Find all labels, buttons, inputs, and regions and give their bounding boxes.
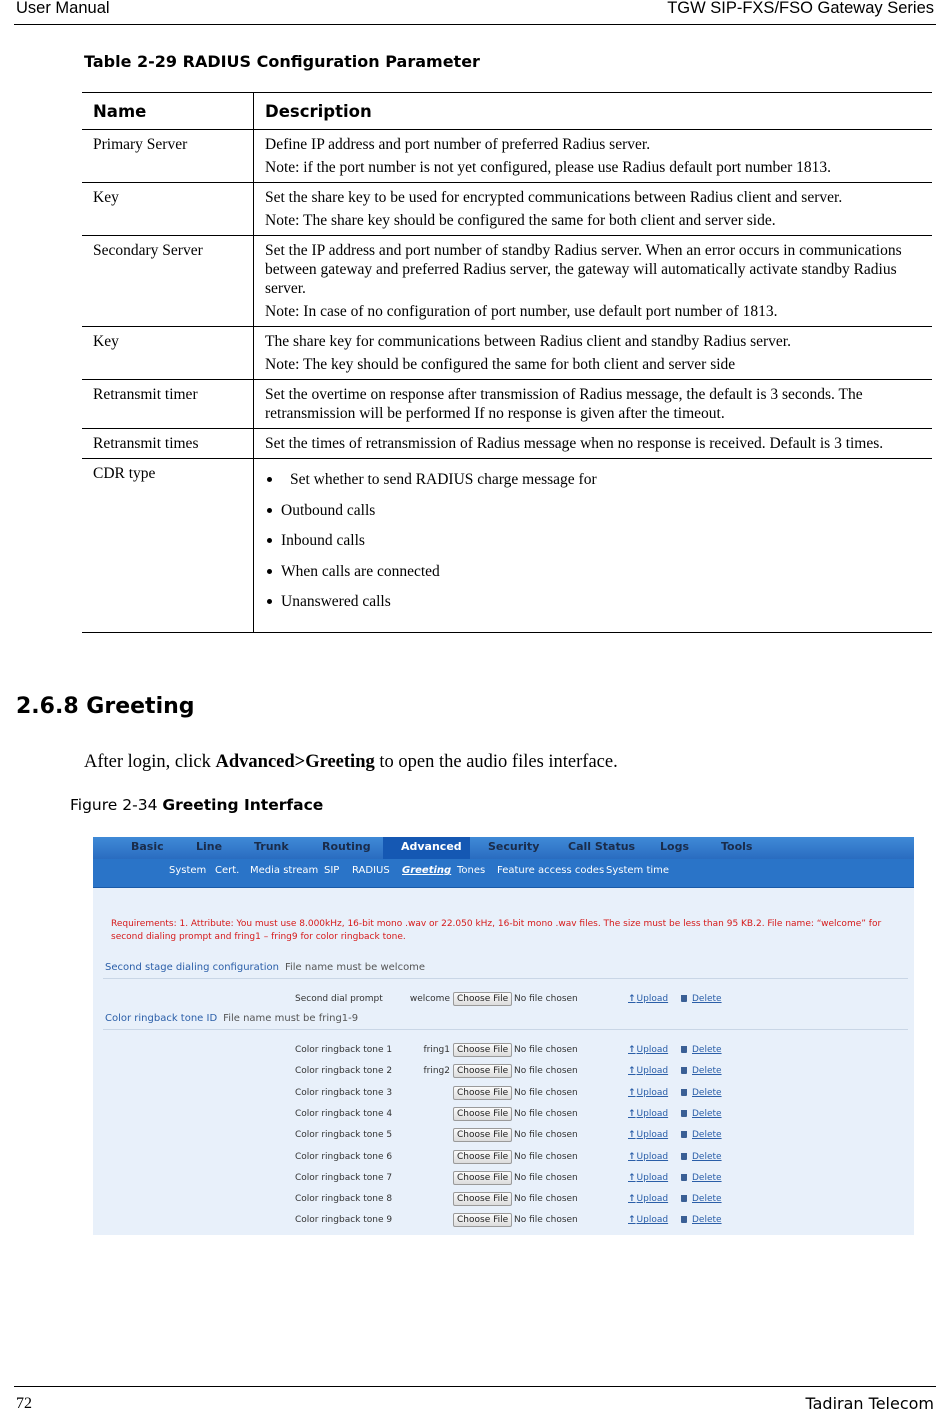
upload-link[interactable]: ↑ Upload (628, 994, 668, 1004)
para-menu-path: Advanced>Greeting (215, 752, 375, 772)
ringback-section-title (105, 1013, 358, 1024)
delete-label: Delete (692, 1108, 722, 1119)
ringback-row (93, 1106, 914, 1124)
no-file-status: No file chosen (514, 1130, 578, 1141)
trash-icon (681, 1089, 687, 1096)
param-description (254, 327, 933, 380)
subtab-greeting[interactable]: Greeting (402, 865, 452, 876)
list-item: Unanswered calls (265, 592, 921, 623)
choose-file-button[interactable]: Choose File (453, 1192, 512, 1206)
param-name: Primary Server (82, 130, 254, 183)
main-nav (93, 837, 914, 859)
tab-call-status[interactable]: Call Status (568, 840, 636, 853)
subtab-media-stream[interactable]: Media stream (250, 865, 319, 876)
row-label: Color ringback tone 7 (295, 1172, 393, 1183)
ringback-row (93, 1063, 914, 1081)
footer-company: Tadiran Telecom (805, 1394, 934, 1413)
para-text: After login, click (84, 752, 216, 772)
row-label: Color ringback tone 2 (295, 1066, 393, 1077)
delete-label: Delete (692, 1066, 722, 1077)
param-name: Retransmit timer (82, 380, 254, 429)
choose-file-button[interactable]: Choose File (453, 1213, 512, 1227)
subtab-system[interactable]: System (169, 865, 207, 876)
trash-icon (681, 1216, 687, 1223)
table-row (82, 380, 932, 429)
ringback-row (93, 1149, 914, 1167)
column-header-name: Name (82, 93, 254, 130)
tab-logs[interactable]: Logs (660, 840, 689, 853)
cdr-type-list (265, 470, 921, 623)
choose-file-button[interactable]: Choose File (453, 1064, 512, 1078)
upload-link[interactable]: ↑ Upload (628, 1194, 668, 1204)
description-text: Set the overtime on response after transmission of Radius message, the default is 3 seconds. The retransmission will be performed If no response is given after the timeout. (265, 386, 863, 422)
upload-link[interactable]: ↑ Upload (628, 1152, 668, 1162)
choose-file-button[interactable]: Choose File (453, 1171, 512, 1185)
row-label: Color ringback tone 8 (295, 1194, 393, 1205)
delete-link[interactable] (681, 1088, 722, 1098)
para-text: to open the audio files interface. (374, 752, 618, 772)
trash-icon (681, 1195, 687, 1202)
delete-link[interactable] (681, 1066, 722, 1076)
no-file-status: No file chosen (514, 1194, 578, 1205)
table-row (82, 183, 932, 236)
no-file-status: No file chosen (514, 1087, 578, 1098)
delete-link[interactable] (681, 1045, 722, 1055)
param-name: Secondary Server (82, 236, 254, 327)
trash-icon (681, 1046, 687, 1053)
subtab-tones[interactable]: Tones (457, 865, 486, 876)
delete-link[interactable] (681, 994, 722, 1004)
choose-file-button[interactable]: Choose File (453, 1107, 512, 1121)
no-file-status: No file chosen (514, 1045, 578, 1055)
row-label: Color ringback tone 6 (295, 1151, 393, 1162)
sub-nav (93, 859, 914, 888)
description-text: Set the IP address and port number of standby Radius server. When an error occurs in communications between gateway and preferred Radius server, the gateway will automatically activate standby Radius server. (265, 242, 902, 297)
section-hint: File name must be fring1-9 (223, 1013, 359, 1024)
file-name: fring2 (423, 1066, 450, 1077)
delete-label: Delete (692, 1151, 722, 1162)
figure-title: Greeting Interface (162, 796, 324, 814)
no-file-status: No file chosen (514, 1108, 578, 1119)
description-note: Note: In case of no configuration of port number, use default port number of 1813. (265, 303, 778, 320)
divider (103, 1029, 908, 1030)
param-name: Key (82, 327, 254, 380)
no-file-status: No file chosen (514, 994, 578, 1004)
subtab-system-time[interactable]: System time (606, 865, 670, 876)
description-note: Note: The key should be configured the same for both client and server side (265, 356, 736, 373)
table-caption: Table 2-29 RADIUS Configuration Parameter (84, 52, 480, 71)
tab-tools[interactable]: Tools (721, 840, 753, 853)
header-right: TGW SIP-FXS/FSO Gateway Series (667, 0, 934, 17)
trash-icon (681, 995, 687, 1002)
table-row (82, 236, 932, 327)
ringback-row (93, 1042, 914, 1060)
table-row (82, 130, 932, 183)
delete-link[interactable] (681, 1130, 722, 1140)
list-item: Inbound calls (265, 531, 921, 562)
table-row (82, 327, 932, 380)
row-label: Color ringback tone 5 (295, 1130, 393, 1141)
upload-link[interactable]: ↑ Upload (628, 1066, 668, 1076)
trash-icon (681, 1110, 687, 1117)
delete-link[interactable] (681, 1194, 722, 1204)
no-file-status: No file chosen (514, 1066, 578, 1077)
list-item: When calls are connected (265, 562, 921, 593)
tab-trunk[interactable]: Trunk (254, 840, 289, 853)
row-label: Color ringback tone 3 (295, 1087, 393, 1098)
requirements-note: Requirements: 1. Attribute: You must use 8.000kHz, 16-bit mono .wav or 22.050 kHz, 16-bit mono .wav files. The size must be less than 95 KB.2. File name: “welcome” for second dialing prompt and fring1 – fring9 for color ringback tone. (111, 919, 882, 942)
row-label: Second dial prompt (295, 994, 383, 1004)
section-heading: Color ringback tone ID (105, 1013, 218, 1024)
ringback-row (93, 1191, 914, 1209)
figure-number: Figure 2-34 (70, 796, 163, 814)
page-number: 72 (16, 1395, 32, 1412)
trash-icon (681, 1174, 687, 1181)
description-text: The share key for communications between Radius client and standby Radius server. (265, 333, 791, 350)
trash-icon (681, 1131, 687, 1138)
ringback-row (93, 1127, 914, 1145)
delete-label: Delete (692, 1130, 722, 1141)
list-item: Outbound calls (265, 501, 921, 532)
section-title: 2.6.8 Greeting (16, 694, 195, 719)
ringback-row (93, 1085, 914, 1103)
choose-file-button[interactable]: Choose File (453, 1128, 512, 1142)
param-description (254, 236, 933, 327)
subtab-radius[interactable]: RADIUS (352, 865, 390, 876)
tab-line[interactable]: Line (196, 840, 223, 853)
param-description (254, 380, 933, 429)
row-label: Color ringback tone 4 (295, 1108, 393, 1119)
tab-routing[interactable]: Routing (322, 840, 371, 853)
delete-link[interactable] (681, 1152, 722, 1162)
trash-icon (681, 1153, 687, 1160)
upload-link[interactable]: ↑ Upload (628, 1109, 668, 1119)
param-name: Retransmit times (82, 429, 254, 459)
upload-link[interactable]: ↑ Upload (628, 1045, 668, 1055)
divider (103, 978, 908, 979)
delete-link[interactable] (681, 1173, 722, 1183)
tab-advanced[interactable]: Advanced (401, 840, 462, 853)
tab-security[interactable]: Security (488, 840, 540, 853)
param-description (254, 183, 933, 236)
tab-basic[interactable]: Basic (131, 840, 164, 853)
param-name: CDR type (82, 459, 254, 633)
greeting-interface-screenshot (93, 837, 914, 1235)
list-item: Set whether to send RADIUS charge message for (265, 470, 921, 501)
param-description (254, 429, 933, 459)
param-description (254, 130, 933, 183)
section-paragraph (84, 752, 618, 773)
description-note: Note: The share key should be configured the same for both client and server side. (265, 212, 776, 229)
file-name: fring1 (423, 1045, 450, 1055)
delete-label: Delete (692, 1194, 722, 1205)
no-file-status: No file chosen (514, 1172, 578, 1183)
delete-label: Delete (692, 1045, 722, 1055)
subtab-sip[interactable]: SIP (324, 865, 340, 876)
radius-parameter-table (82, 92, 932, 633)
description-text: Define IP address and port number of preferred Radius server. (265, 136, 651, 153)
figure-caption (70, 796, 323, 814)
choose-file-button[interactable]: Choose File (453, 1150, 512, 1164)
description-text: Set the share key to be used for encrypted communications between Radius client and server. (265, 189, 843, 206)
param-description (254, 459, 933, 633)
table-row (82, 459, 932, 633)
choose-file-button[interactable]: Choose File (453, 1043, 512, 1057)
section-heading: Second stage dialing configuration (105, 962, 279, 973)
ringback-row (93, 1170, 914, 1188)
no-file-status: No file chosen (514, 1151, 578, 1162)
table-header-row (82, 93, 932, 130)
prompt-row (93, 991, 914, 1009)
second-stage-section-title (105, 962, 425, 973)
row-label: Color ringback tone 9 (295, 1215, 393, 1226)
delete-link[interactable] (681, 1109, 722, 1119)
description-note: Note: if the port number is not yet configured, please use Radius default port number 1813. (265, 159, 832, 176)
param-name: Key (82, 183, 254, 236)
row-label: Color ringback tone 1 (295, 1045, 393, 1055)
delete-label: Delete (692, 994, 722, 1004)
delete-label: Delete (692, 1087, 722, 1098)
column-header-description: Description (254, 93, 933, 130)
upload-link[interactable]: ↑ Upload (628, 1215, 668, 1225)
delete-label: Delete (692, 1172, 722, 1183)
description-text: Set the times of retransmission of Radius message when no response is received. Default is 3 times. (265, 435, 884, 452)
choose-file-button[interactable]: Choose File (453, 992, 512, 1006)
upload-link[interactable]: ↑ Upload (628, 1088, 668, 1098)
subtab-cert[interactable]: Cert. (215, 865, 240, 876)
ringback-row (93, 1212, 914, 1230)
section-hint: File name must be welcome (284, 962, 426, 973)
upload-link[interactable]: ↑ Upload (628, 1130, 668, 1140)
page-footer (14, 1386, 936, 1413)
page-header (14, 0, 936, 25)
subtab-feature-access-codes[interactable]: Feature access codes (497, 865, 605, 876)
no-file-status: No file chosen (514, 1215, 578, 1226)
choose-file-button[interactable]: Choose File (453, 1086, 512, 1100)
upload-link[interactable]: ↑ Upload (628, 1173, 668, 1183)
delete-label: Delete (692, 1215, 722, 1226)
trash-icon (681, 1067, 687, 1074)
header-left: User Manual (16, 0, 110, 17)
file-name: welcome (409, 994, 450, 1004)
delete-link[interactable] (681, 1215, 722, 1225)
table-row (82, 429, 932, 459)
